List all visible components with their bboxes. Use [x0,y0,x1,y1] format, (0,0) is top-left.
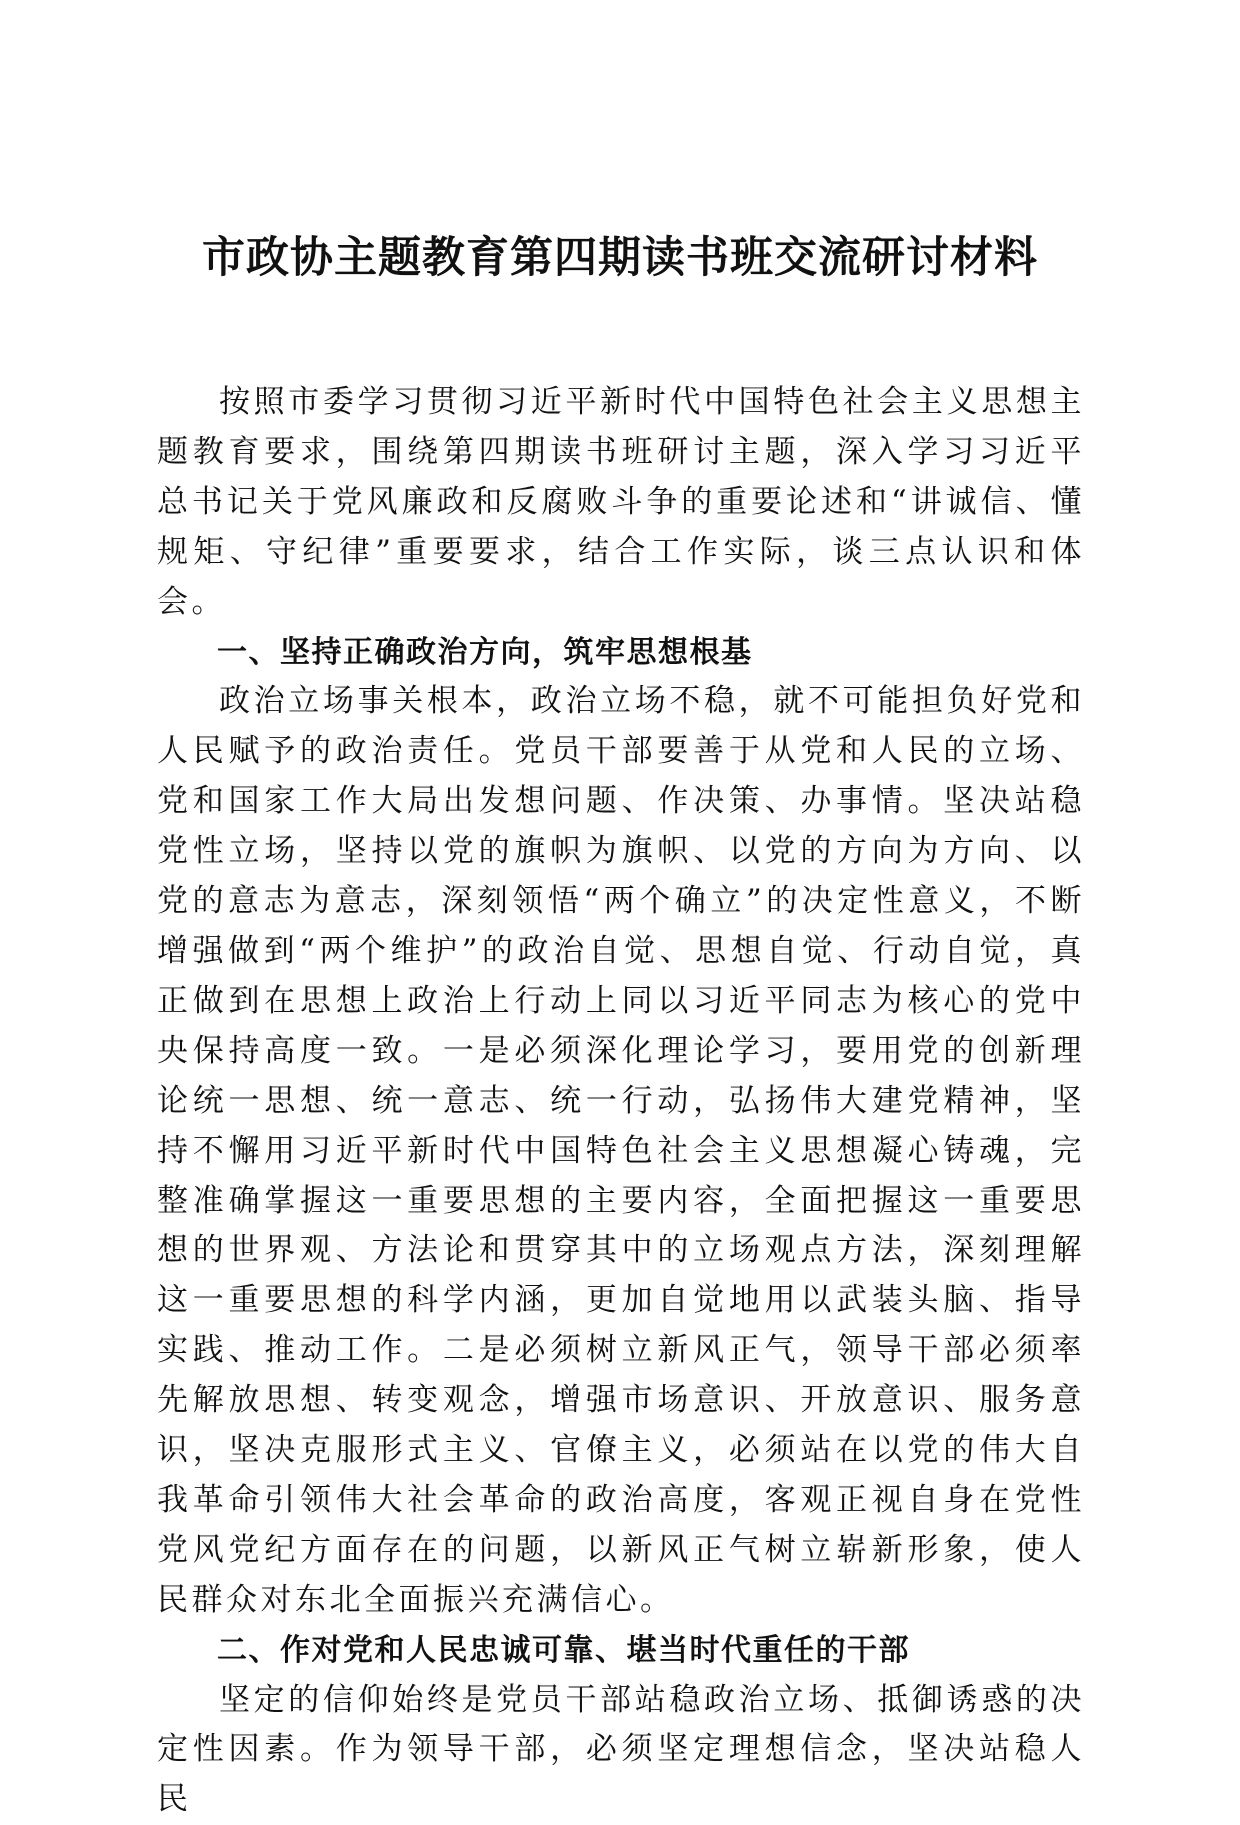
section-paragraph-2: 坚定的信仰始终是党员干部站稳政治立场、抵御诱惑的决定性因素。作为领导干部，必须坚定理想信念，坚决站稳人民 [157,1681,1085,1818]
intro-paragraph: 按照市委学习贯彻习近平新时代中国特色社会主义思想主题教育要求，围绕第四期读书班研讨主题，深入学习习近平总书记关于党风廉政和反腐败斗争的重要论述和“讲诚信、懂规矩、守纪律”重要要求，结合工作实际，谈三点认识和体会。 [157,384,1085,620]
section-heading-1: 一、坚持正确政治方向，筑牢思想根基 [217,634,753,670]
section-heading-2: 二、作对党和人民忠诚可靠、堪当时代重任的干部 [217,1632,910,1668]
section-paragraph-1: 政治立场事关根本，政治立场不稳，就不可能担负好党和人民赋予的政治责任。党员干部要善于从党和人民的立场、党和国家工作大局出发想问题、作决策、办事情。坚决站稳党性立场，坚持以党的旗帜为旗帜、以党的方向为方向、以党的意志为意志，深刻领悟“两个确立”的决定性意义，不断增强做到“两个维护”的政治自觉、思想自觉、行动自觉，真正做到在思想上政治上行动上同以习近平同志为核心的党中央保持高度一致。一是必须深化理论学习，要用党的创新理论统一思想、统一意志、统一行动，弘扬伟大建党精神，坚持不懈用习近平新时代中国特色社会主义思想凝心铸魂，完整准确掌握这一重要思想的主要内容，全面把握这一重要思想的世界观、方法论和贯穿其中的立场观点方法，深刻理解这一重要思想的科学内涵，更加自觉地用以武装头脑、指导实践、推动工作。二是必须树立新风正气，领导干部必须率先解放思想、转变观念，增强市场意识、开放意识、服务意识，坚决克服形式主义、官僚主义，必须站在以党的伟大自我革命引领伟大社会革命的政治高度，客观正视自身在党性党风党纪方面存在的问题，以新风正气树立崭新形象，使人民群众对东北全面振兴充满信心。 [157,683,1085,1618]
document-title: 市政协主题教育第四期读书班交流研讨材料 [202,233,1038,283]
document-body [157,378,1085,1825]
